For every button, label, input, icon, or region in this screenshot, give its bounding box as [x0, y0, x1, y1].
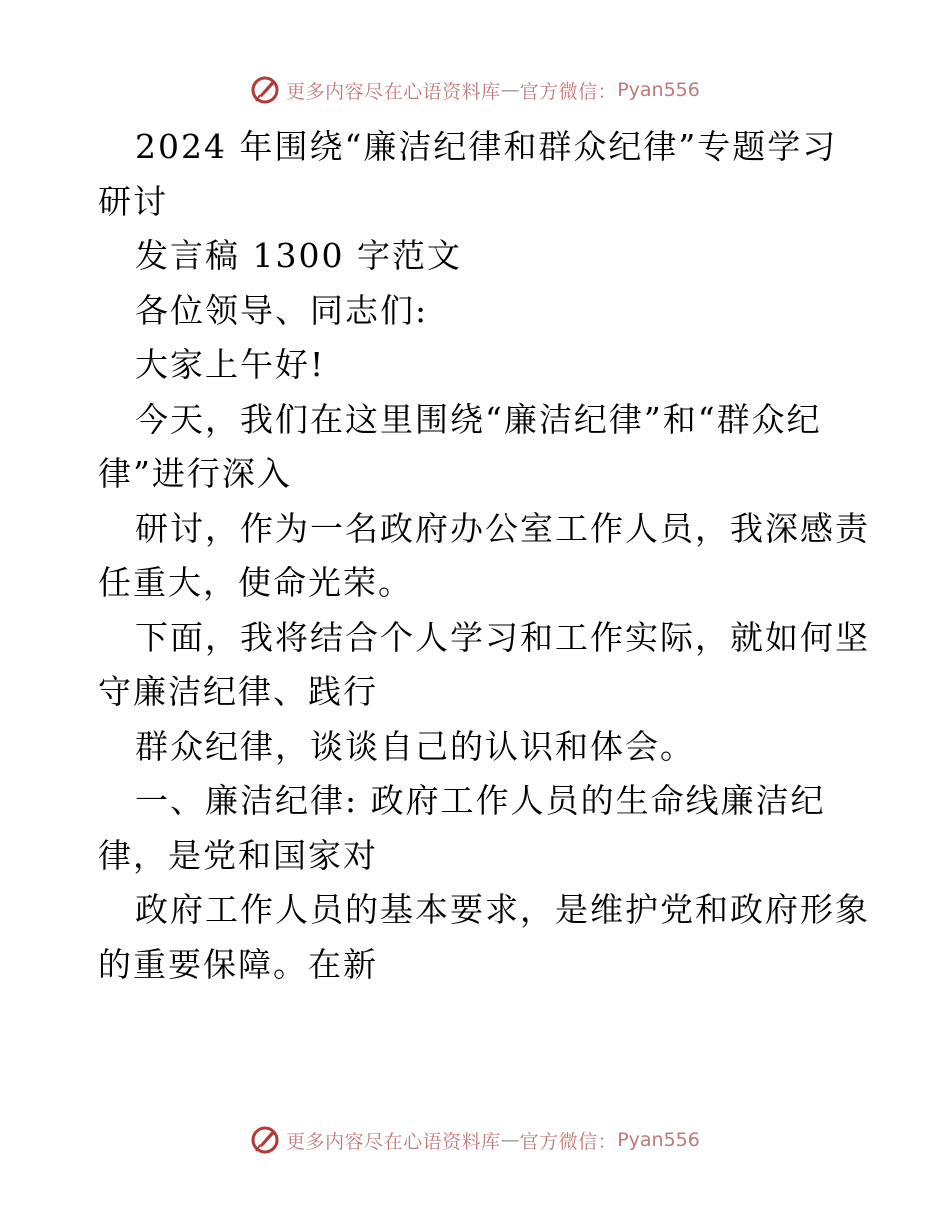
footer-watermark: [0, 1120, 950, 1160]
document-line: 任重大，使命光荣。: [98, 563, 413, 602]
document-line: 群众纪律，谈谈自己的认识和体会。: [135, 726, 695, 766]
document-line: 守廉洁纪律、践行: [98, 672, 378, 711]
watermark-separator: —: [500, 1129, 520, 1151]
quill-logo-icon: [250, 1125, 280, 1155]
watermark-wechat-id: Pyan556: [617, 79, 700, 101]
document-line: 研讨: [98, 181, 168, 221]
watermark-wechat-label: 官方微信：: [519, 1130, 618, 1153]
quill-logo-icon: [250, 75, 280, 105]
document-line: 今天，我们在这里围绕“廉洁纪律”和“群众纪: [135, 399, 822, 439]
document-line: 发言稿 1300 字范文: [135, 236, 462, 275]
watermark-site-text: 更多内容尽在心语资料库: [286, 80, 501, 103]
watermark-wechat-id: Pyan556: [617, 1129, 700, 1151]
watermark-site-text: 更多内容尽在心语资料库: [286, 1130, 501, 1153]
document-line: 的重要保障。在新: [98, 944, 378, 984]
header-watermark: [0, 70, 950, 110]
document-line: 律”进行深入: [98, 454, 292, 493]
watermark-separator: —: [500, 79, 520, 101]
document-line: 下面，我将结合个人学习和工作实际，就如何坚: [135, 617, 870, 657]
document-body: [98, 120, 870, 992]
document-line: 2024 年围绕“廉洁纪律和群众纪律”专题学习: [135, 127, 838, 166]
watermark-wechat-label: 官方微信：: [519, 80, 618, 103]
document-line: 政府工作人员的基本要求，是维护党和政府形象: [135, 890, 870, 929]
document-line: 各位领导、同志们:: [135, 290, 429, 330]
document-line: 一、廉洁纪律: 政府工作人员的生命线廉洁纪: [135, 781, 826, 820]
document-line: 大家上午好!: [135, 345, 326, 384]
document-line: 律，是党和国家对: [98, 835, 378, 875]
document-line: 研讨，作为一名政府办公室工作人员，我深感责: [135, 508, 870, 548]
